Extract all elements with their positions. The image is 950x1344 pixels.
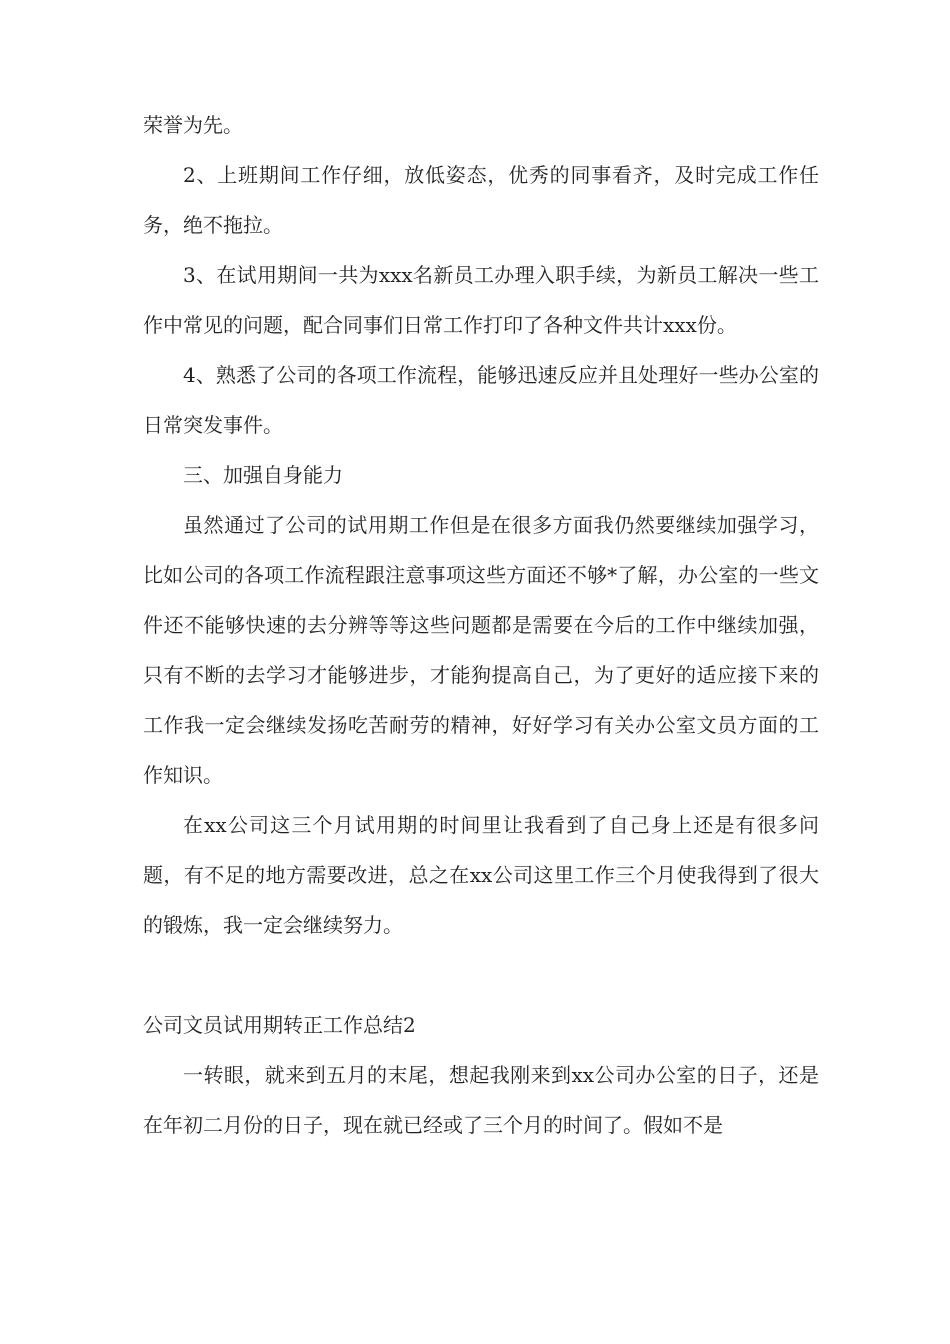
paragraph-item-3: 3、在试用期间一共为xxx名新员工办理入职手续，为新员工解决一些工作中常见的问题，配合同事们日常工作打印了各种文件共计xxx份。 (143, 263, 819, 337)
section-title: 公司文员试用期转正工作总结2 (143, 1013, 416, 1037)
paragraph-item-2: 2、上班期间工作仔细，放低姿态，优秀的同事看齐，及时完成工作任务，绝不拖拉。 (143, 163, 819, 237)
paragraph-continuation: 荣誉为先。 (143, 113, 243, 137)
document-body (143, 100, 819, 1150)
paragraph-section-2-intro: 一转眼，就来到五月的末尾，想起我刚来到xx公司办公室的日子，还是在年初二月份的日子，现在就已经或了三个月的时间了。假如不是 (143, 1063, 819, 1137)
paragraph-improve-ability: 虽然通过了公司的试用期工作但是在很多方面我仍然要继续加强学习，比如公司的各项工作流程跟注意事项这些方面还不够*了解，办公室的一些文件还不能够快速的去分辨等等这些问题都是需要在今后的工作中继续加强，只有不断的去学习才能够进步，才能狗提高自己，为了更好的适应接下来的工作我一定会继续发扬吃苦耐劳的精神，好好学习有关办公室文员方面的工作知识。 (143, 513, 819, 787)
paragraph-item-4: 4、熟悉了公司的各项工作流程，能够迅速反应并且处理好一些办公室的日常突发事件。 (143, 363, 819, 437)
section-heading-3: 三、加强自身能力 (183, 463, 343, 487)
paragraph-conclusion: 在xx公司这三个月试用期的时间里让我看到了自己身上还是有很多问题，有不足的地方需要改进，总之在xx公司这里工作三个月使我得到了很大的锻炼，我一定会继续努力。 (143, 813, 819, 937)
